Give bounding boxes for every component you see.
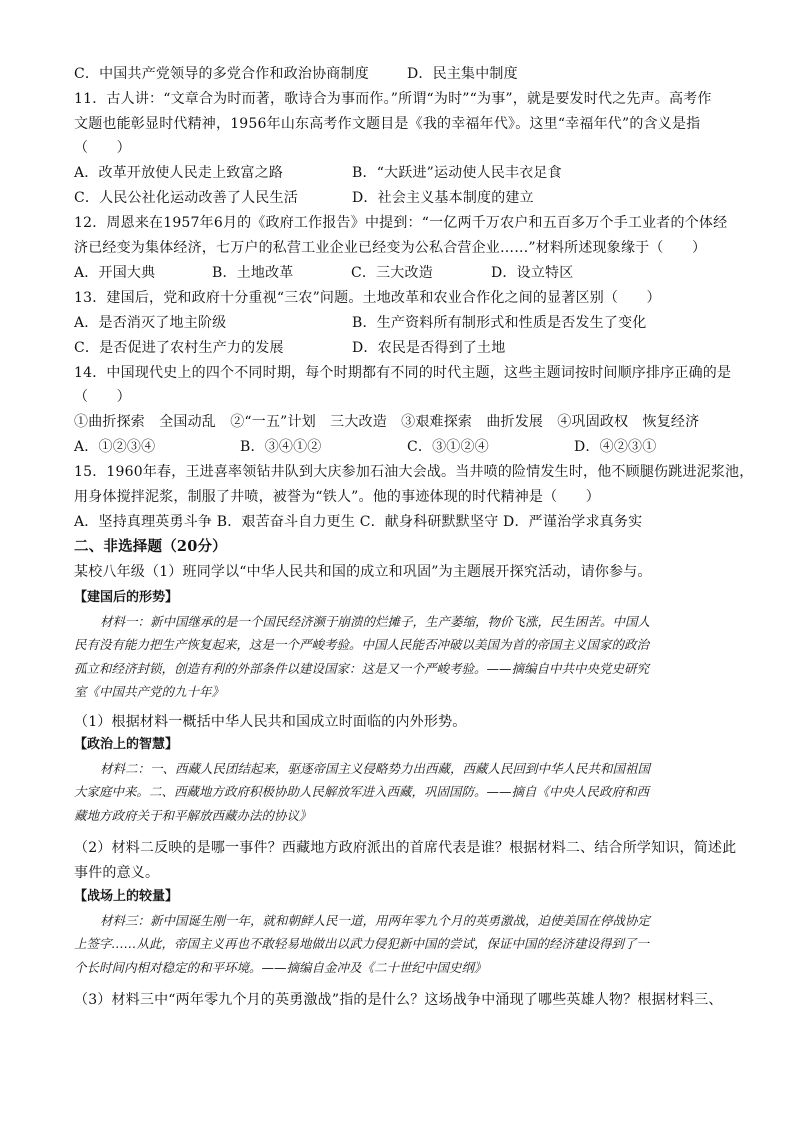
q13-option-c: C．是否促进了农村生产力的发展 (74, 340, 284, 356)
material2-line1: 材料二：一、西藏人民团结起来，驱逐帝国主义侵略势力出西藏，西藏人民回到中华人民共和国祖国 (100, 760, 651, 776)
q13-option-d: D．农民是否得到了土地 (352, 340, 506, 356)
material-block-2 (74, 733, 724, 827)
q14-stem: 14．中国现代史上的四个不同时期，每个时期都有不同的时代主题，这些主题词按时间顺序排序正确的是 (74, 365, 732, 381)
material2-line2: 大家庭中来。二、西藏地方政府积极协助人民解放军进入西藏，巩固国防。——摘自《中央人民政府和西 (74, 784, 650, 799)
material-block-1 (74, 586, 724, 704)
q11-option-c: C．人民公社化运动改善了人民生活 (74, 190, 298, 206)
question-2-line1: （2）材料二反映的是哪一事件？西藏地方政府派出的首席代表是谁？根据材料二、结合所学知识，简述此 (74, 840, 737, 856)
q11-stem-line1: 11．古人讲：“文章合为时而著，歌诗合为事而作。”所谓“为时”“为事”，就是要发时代之先声。高考作 (74, 91, 712, 107)
q14-paren: （ ） (74, 389, 131, 405)
q12-option-c: C．三大改造 (351, 265, 433, 281)
q13-option-b: B．生产资料所有制形式和性质是否发生了变化 (352, 315, 647, 331)
q12-stem-line1: 12．周恩来在1957年6月的《政府工作报告》中提到：“一亿两千万农户和五百多万个手工业者的个体经 (74, 215, 728, 231)
q11-stem-line2: 文题也能彰显时代精神，1956年山东高考作文题目是《我的幸福年代》。这里“幸福年代”的含义是指 (74, 116, 701, 132)
q15-options: A．坚持真理英勇斗争 B．艰苦奋斗自力更生 C．献身科研默默坚守 D．严谨治学求真务实 (74, 514, 643, 530)
q12-stem-line2: 济已经变为集体经济，七万户的私营工业企业已经变为公私合营企业……”材料所述现象缘于（ ） (74, 240, 707, 256)
material1-line4: 室《中国共产党的九十年》 (74, 684, 225, 699)
q15-stem-line2: 用身体搅拌泥浆，制服了井喷，被誉为“铁人”。他的事迹体现的时代精神是（ ） (74, 489, 600, 505)
material2-line3: 藏地方政府关于和平解放西藏办法的协议》 (74, 807, 312, 823)
material3-line3: 个长时间内相对稳定的和平环境。——摘编自金冲及《二十世纪中国史纲》 (74, 959, 487, 975)
material1-line3: 孤立和经济封锁，创造有利的外部条件以建设国家：这是又一个严峻考验。——摘编自中共中央党史研究 (74, 660, 650, 676)
q10-option-c: C．中国共产党领导的多党合作和政治协商制度 (74, 66, 369, 82)
material-block-3 (74, 885, 724, 979)
q14-option-d: D．④②③① (574, 439, 657, 455)
q11-options-cd (74, 189, 724, 207)
section-heading-politics: 【政治上的智慧】 (74, 737, 179, 752)
q14-option-a: A．①②③④ (74, 439, 156, 455)
q13-options-cd (74, 339, 724, 357)
q13-option-a: A．是否消灭了地主阶级 (74, 315, 227, 331)
q12-option-b: B．土地改革 (212, 265, 294, 281)
section-heading-situation: 【建国后的形势】 (74, 590, 179, 605)
q11-option-b: B．“大跃进”运动使人民丰衣足食 (352, 165, 562, 181)
material1-line1: 材料一：新中国继承的是一个国民经济濒于崩溃的烂摊子，生产萎缩，物价飞涨，民生困苦。中国人 (100, 613, 651, 629)
question-2-line2: 事件的意义。 (74, 865, 160, 881)
q14-option-c: C．③①②④ (407, 439, 489, 455)
material3-line2: 上签字……从此，帝国主义再也不敢轻易地做出以武力侵犯新中国的尝试，保证中国的经济建设得到了一 (74, 936, 650, 951)
q13-stem: 13．建国后，党和政府十分重视“三农”问题。土地改革和农业合作化之间的显著区别（ ） (74, 290, 661, 306)
q11-paren: （ ） (74, 140, 131, 156)
q11-option-a: A．改革开放使人民走上致富之路 (74, 165, 284, 181)
section-heading-battlefield: 【战场上的较量】 (74, 889, 179, 904)
q12-option-d: D．设立特区 (491, 265, 574, 281)
q11-option-d: D．社会主义基本制度的建立 (352, 190, 534, 206)
material3-line1: 材料三：新中国诞生刚一年，就和朝鲜人民一道，用两年零九个月的英勇激战，迫使美国在停战协定 (100, 912, 651, 928)
q12-option-a: A．开国大典 (74, 265, 156, 281)
question-1: （1）根据材料一概括中华人民共和国成立时面临的内外形势。 (74, 714, 467, 730)
part2-title: 二、非选择题（20分） (74, 538, 227, 555)
q13-options-ab (74, 314, 724, 332)
q15-stem-line1: 15．1960年春，王进喜率领钻井队到大庆参加石油大会战。当井喷的险情发生时，他不顾腿伤跳进泥浆池， (74, 464, 754, 480)
q10-option-d: D．民主集中制度 (407, 66, 518, 82)
question-3: （3）材料三中“两年零九个月的英勇激战”指的是什么？这场战争中涌现了哪些英雄人物？根据材料三、 (74, 992, 723, 1008)
q11-options-ab (74, 164, 724, 182)
part2-intro: 某校八年级（1）班同学以“中华人民共和国的成立和巩固”为主题展开探究活动，请你参与。 (74, 564, 652, 580)
q14-option-b: B．③④①② (240, 439, 322, 455)
material1-line2: 民有没有能力把生产恢复起来，这是一个严峻考验。中国人民能否冲破以美国为首的帝国主义国家的政治 (74, 637, 650, 652)
q14-items: ①曲折探索 全国动乱 ②“一五”计划 三大改造 ③艰难探索 曲折发展 ④巩固政权 恢复经济 (74, 414, 700, 430)
q10-options-cd (74, 65, 518, 83)
